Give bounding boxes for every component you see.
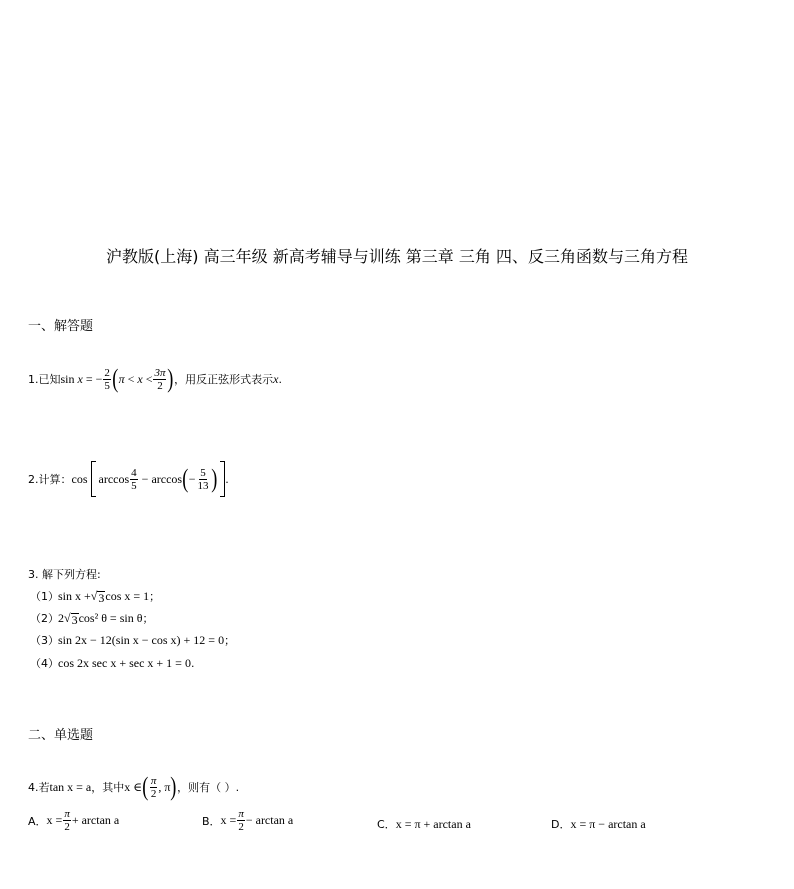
- q1-lt-1: <: [127, 371, 135, 386]
- q2-right-paren: ): [210, 464, 217, 493]
- q4-mid: ，其中: [91, 781, 125, 794]
- q2-cos: cos: [71, 471, 88, 486]
- q2-minus: −: [141, 471, 149, 486]
- section-heading-2: 二、单选题: [28, 728, 94, 743]
- q2-arccos-1: arccos: [98, 471, 130, 486]
- q4-prefix: 若: [38, 781, 50, 794]
- q1-left-paren: (: [112, 364, 119, 393]
- q1-x: x: [77, 371, 83, 386]
- q1-number: 1.: [28, 372, 39, 386]
- q2-left-bracket: [91, 461, 96, 497]
- option-a[interactable]: A． x = $\frac{\pi}{2}$ + arctan a: [28, 808, 120, 833]
- q1-x2: x: [137, 371, 143, 386]
- q2-fraction-2: $\frac{5}{13}$: [197, 466, 209, 492]
- q4-condition: tan x = a: [49, 779, 92, 794]
- sqrt-symbol: √ 3: [90, 588, 105, 605]
- q1-eq: = −: [85, 371, 103, 386]
- q1-fraction-2: $\frac{3\pi}{2}$: [154, 366, 166, 392]
- q3-item-4: （4） cos 2x sec x + sec x + 1 = 0 .: [30, 655, 195, 670]
- q4-suffix: ，则有（ ）.: [177, 781, 240, 794]
- sqrt-symbol: √ 3: [64, 610, 78, 627]
- q2-number: 2.: [28, 472, 39, 486]
- q1-suffix: ，用反正弦形式表示: [174, 373, 274, 386]
- option-b[interactable]: B． x = $\frac{\pi}{2}$ − arctan a: [202, 808, 294, 833]
- question-2: [28, 461, 229, 497]
- q2-arccos-2: arccos: [151, 471, 183, 486]
- q4-number: 4.: [28, 780, 39, 794]
- q1-sin: sin: [60, 371, 75, 386]
- page-title: 沪教版(上海) 高三年级 新高考辅导与训练 第三章 三角 四、反三角函数与三角方程: [106, 247, 688, 266]
- option-d[interactable]: D． x = π − arctan a: [551, 816, 646, 831]
- q1-right-paren: ): [167, 364, 174, 393]
- q1-x3: x: [273, 371, 279, 386]
- q2-end: .: [225, 472, 229, 486]
- q1-lt-2: <: [145, 371, 153, 386]
- q1-math: [61, 366, 175, 392]
- question-3-heading: 3. 解下列方程:: [28, 568, 101, 581]
- q4-interval: x ∈ ( $\frac{\pi}{2}$ , π ): [124, 772, 177, 801]
- q2-prefix: 计算：: [38, 473, 72, 486]
- q1-prefix: 已知: [38, 373, 61, 386]
- question-1: [28, 362, 282, 396]
- section-heading-1: 一、解答题: [28, 319, 94, 334]
- q3-item-3: （3） sin 2x − 12(sin x − cos x) + 12 = 0 ；: [30, 632, 236, 647]
- q2-neg: −: [188, 471, 196, 486]
- q2-left-paren: (: [182, 464, 189, 493]
- q1-pi: π: [118, 371, 125, 386]
- question-4: [28, 770, 239, 804]
- q2-math: [72, 461, 226, 497]
- q1-end: .: [278, 372, 282, 386]
- q1-fraction-1: $\frac{2}{5}$: [104, 366, 110, 392]
- q2-fraction-1: $\frac{4}{5}$: [131, 466, 137, 492]
- option-c[interactable]: C． x = π + arctan a: [377, 816, 471, 831]
- q3-item-1: （1） sin x + √ 3 cos x = 1 ；: [30, 588, 161, 605]
- q3-item-2: （2） 2 √ 3 cos² θ = sin θ ；: [30, 610, 154, 627]
